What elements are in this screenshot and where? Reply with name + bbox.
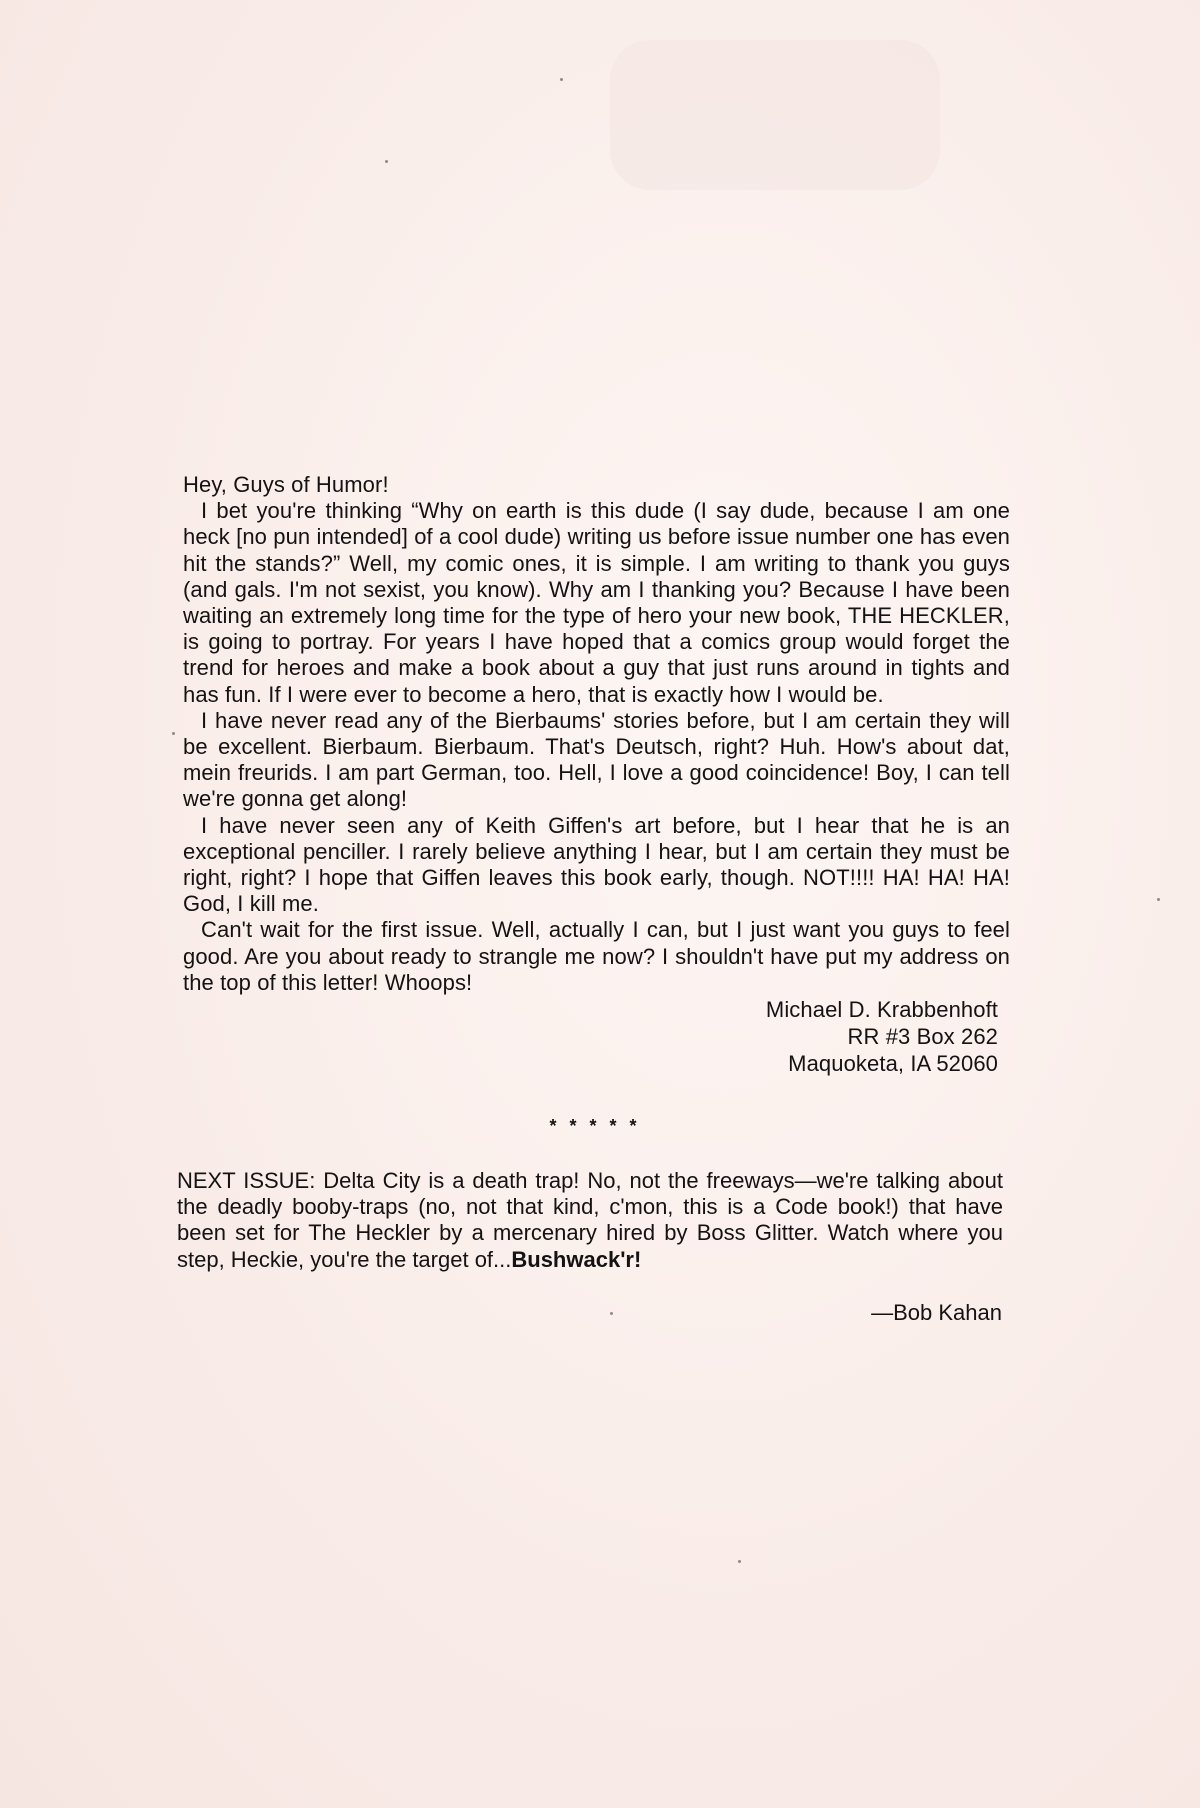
next-issue-title: Bushwack'r!: [511, 1246, 642, 1272]
letter-paragraph: I have never read any of the Bierbaums' stories before, but I am certain they will be excellent. Bierbaum. Bierbaum. That's Deutsch, right? Huh. How's about dat, mein freurids. I am part German, too. Hell, I love a good coincidence! Boy, I can tell we're gonna get along!: [183, 707, 1010, 812]
reader-letter: [183, 472, 1010, 1077]
signature-city-line: Maquoketa, IA 52060: [788, 1051, 998, 1077]
letter-paragraph: I bet you're thinking “Why on earth is this dude (I say dude, because I am one heck [no pun intended] of a cool dude) writing us before issue number one has even hit the stands?” Well, my comic ones, it is simple. I am writing to thank you guys (and gals. I'm not sexist, you know). Why am I thanking you? Because I have been waiting an extremely long time for the type of hero your new book, THE HECKLER, is going to portray. For years I have hoped that a comics group would forget the trend for heroes and make a book about a guy that just runs around in tights and has fun. If I were ever to become a hero, that is exactly how I would be.: [183, 498, 1010, 707]
letter-paragraph: I have never seen any of Keith Giffen's art before, but I hear that he is an exceptional penciller. I rarely believe anything I hear, but I am certain they must be right, right? I hope that Giffen leaves this book early, though. NOT!!!! HA! HA! HA! God, I kill me.: [183, 812, 1010, 917]
paper-speck: [738, 1560, 741, 1563]
paper-speck: [1157, 898, 1160, 901]
signature-name: Michael D. Krabbenhoft: [765, 997, 998, 1023]
paper-speck: [610, 1312, 613, 1315]
paper-speck: [172, 732, 175, 735]
editor-byline: —Bob Kahan: [871, 1300, 1002, 1325]
show-through-smudge: [610, 40, 940, 190]
paper-speck: [560, 78, 563, 81]
letter-paragraph: Can't wait for the first issue. Well, actually I can, but I just want you guys to feel good. Are you about ready to strangle me now? I shouldn't have put my address on the top of this letter! Whoops!: [183, 917, 1010, 995]
signature-address-line: RR #3 Box 262: [847, 1024, 998, 1050]
paper-speck: [385, 160, 388, 163]
section-divider: * * * * *: [549, 1116, 641, 1136]
next-issue-blurb: [177, 1168, 1003, 1273]
letter-greeting: Hey, Guys of Humor!: [183, 472, 389, 497]
next-issue-text: NEXT ISSUE: Delta City is a death trap! No, not the freeways—we're talking about the deadly booby-traps (no, not that kind, c'mon, this is a Code book!) that have been set for The Heckler by a mercenary hired by Boss Glitter. Watch where you step, Heckie, you're the target of...: [177, 1168, 1003, 1272]
